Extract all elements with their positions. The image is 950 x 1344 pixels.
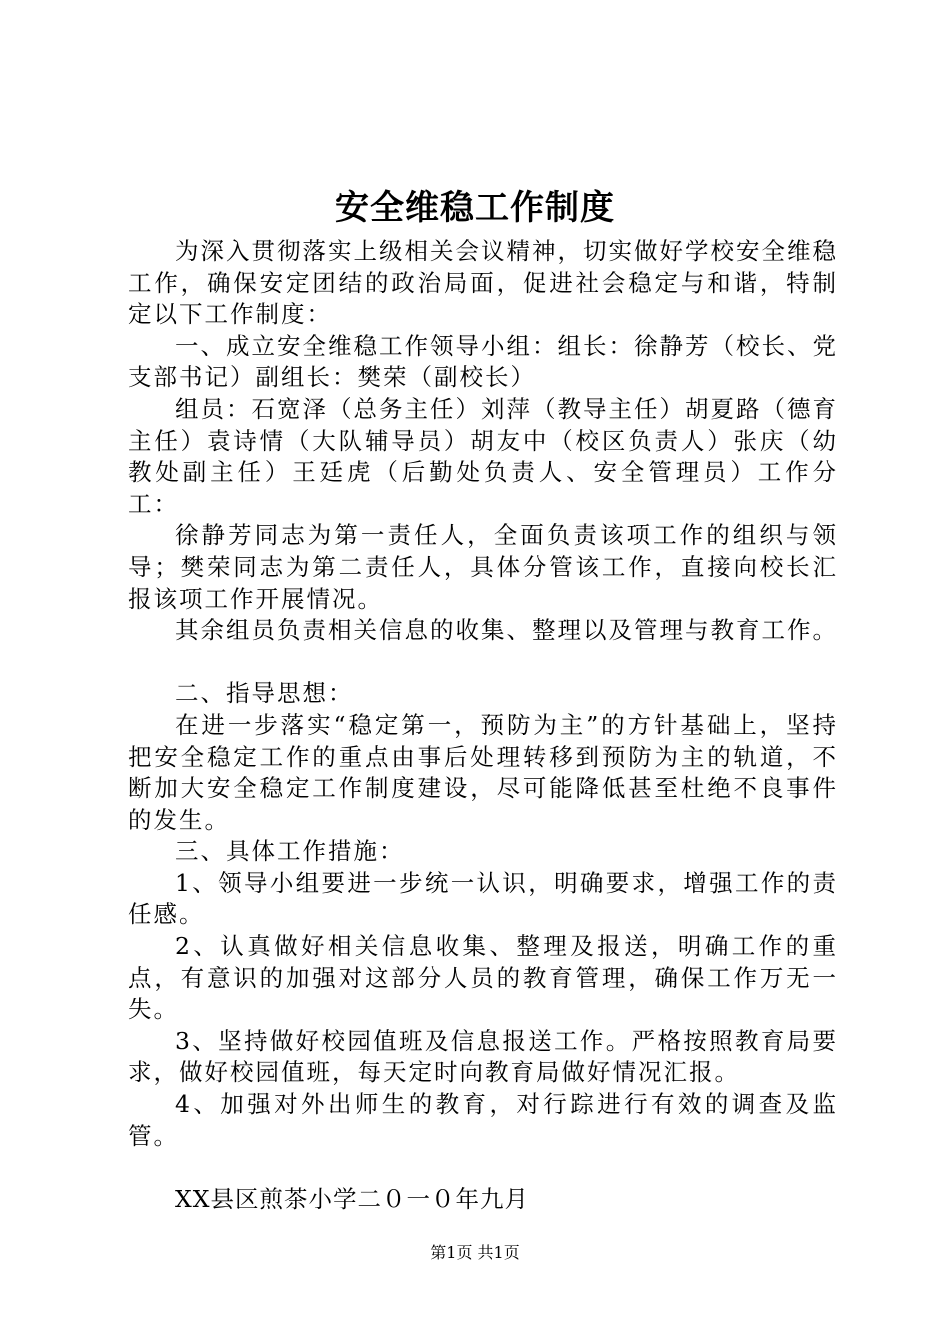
measure-item-4: 4、加强对外出师生的教育，对行踪进行有效的调查及监管。	[128, 1090, 838, 1150]
paragraph-guiding-thought: 在进一步落实“稳定第一，预防为主”的方针基础上，坚持把安全稳定工作的重点由事后处理转移到预防为主的轨道，不断加大安全稳定工作制度建设，尽可能降低甚至杜绝不良事件的发生。	[128, 710, 838, 834]
page-number: 第1页 共1页	[430, 1243, 520, 1262]
heading-measures: 三、具体工作措施：	[175, 837, 405, 866]
signature-line: XX县区煎茶小学二０一０年九月	[175, 1184, 529, 1213]
paragraph-responsibility: 徐静芳同志为第一责任人，全面负责该项工作的组织与领导；樊荣同志为第二责任人，具体分管该工作，直接向校长汇报该项工作开展情况。	[128, 521, 838, 613]
document-title: 安全维稳工作制度	[335, 188, 615, 228]
heading-guiding-thought: 二、指导思想：	[175, 679, 354, 708]
measure-item-1: 1、领导小组要进一步统一认识，明确要求，增强工作的责任感。	[128, 868, 838, 929]
paragraph-other-members: 其余组员负责相关信息的收集、整理以及管理与教育工作。	[175, 616, 838, 645]
paragraph-leadership-group: 一、成立安全维稳工作领导小组：组长：徐静芳（校长、党支部书记）副组长：樊荣（副校长）	[128, 331, 838, 392]
measure-item-2: 2、认真做好相关信息收集、整理及报送，明确工作的重点，有意识的加强对这部分人员的教育管理，确保工作万无一失。	[128, 932, 838, 1024]
paragraph-members: 组员：石宽泽（总务主任）刘萍（教导主任）胡夏路（德育主任）袁诗情（大队辅导员）胡友中（校区负责人）张庆（幼教处副主任）王廷虎（后勤处负责人、安全管理员）工作分工：	[128, 394, 838, 518]
paragraph-intro: 为深入贯彻落实上级相关会议精神，切实做好学校安全维稳工作，确保安定团结的政治局面，促进社会稳定与和谐，特制定以下工作制度：	[128, 237, 838, 329]
measure-item-3: 3、坚持做好校园值班及信息报送工作。严格按照教育局要求，做好校园值班，每天定时向教育局做好情况汇报。	[128, 1026, 838, 1087]
document-body	[128, 236, 838, 1215]
